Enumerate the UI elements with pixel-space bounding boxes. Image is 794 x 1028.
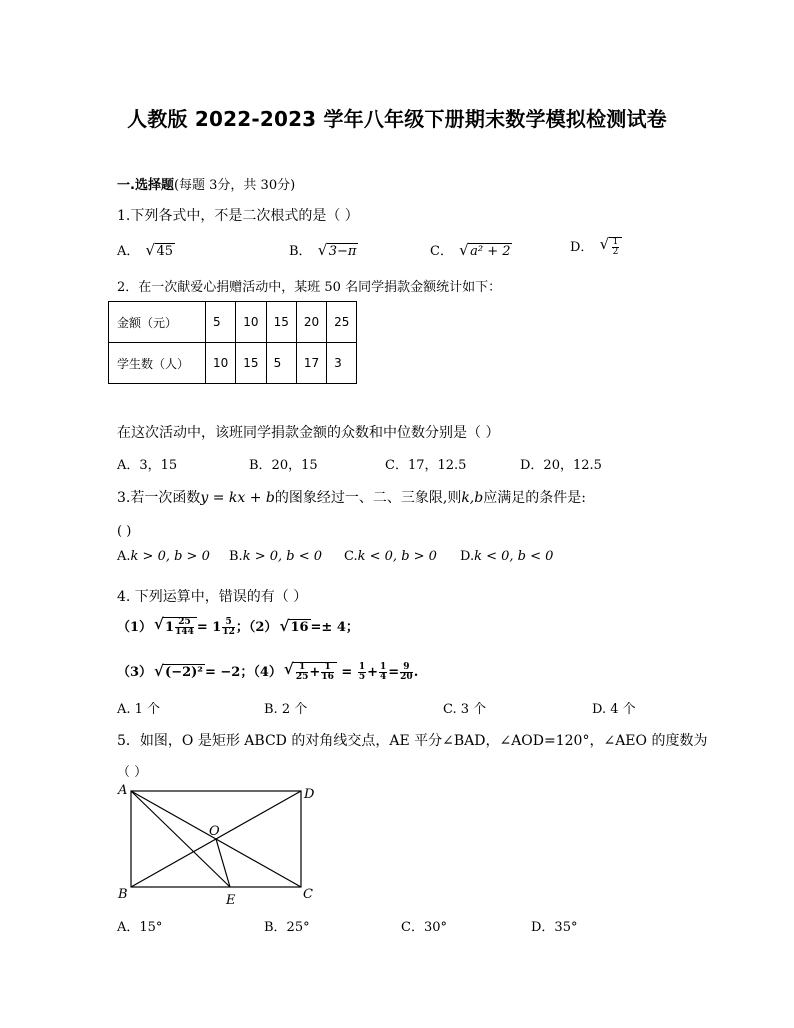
item-rhs: = 1 (196, 620, 222, 635)
table-cell: 5 (206, 302, 236, 343)
page-title: 人教版 2022-2023 学年八年级下册期末数学模拟检测试卷 (127, 107, 667, 131)
q3-vars: k,b (461, 490, 484, 506)
item-label: （1） (117, 620, 153, 635)
section-heading (117, 174, 295, 193)
item-rhs: =± 4； (310, 620, 359, 635)
radicand: 3−π (328, 244, 357, 259)
option-letter: D． (570, 240, 594, 255)
table-cell: 25 (327, 302, 357, 343)
label-a: A (118, 783, 128, 798)
q5-option-b: B．25° (264, 920, 310, 935)
table-cell: 10 (236, 302, 266, 343)
q2-option-b: B．20，15 (249, 458, 318, 473)
q3-option-a (117, 549, 210, 564)
table-row (109, 302, 357, 343)
table-cell: 15 (236, 343, 266, 384)
section-note: (每题 3分，共 30分) (173, 178, 296, 193)
q3-stem-c: 应满足的条件是: (483, 490, 586, 506)
frac-den: 2 (612, 247, 619, 257)
q4-option-a: A. 1 个 (117, 702, 161, 717)
donation-table (108, 301, 357, 384)
q3-option-d (460, 549, 553, 564)
label-e: E (226, 893, 236, 908)
option-condition: k < 0, b > 0 (357, 549, 437, 564)
item-label: （4） (253, 665, 282, 680)
row-header: 学生数（人） (109, 343, 206, 384)
section-title: 一.选择题 (117, 178, 174, 193)
q1-option-d: D． √ $\frac{1}{2}$ (570, 236, 622, 257)
q4-stem: 4. 下列运算中，错误的有（ ） (117, 589, 308, 605)
item-label: （3） (117, 665, 153, 680)
table-cell: 20 (296, 302, 326, 343)
q3-stem-a: 3.若一次函数 (117, 490, 201, 506)
q4-line2: （3） √ (−2)² = −2；（4） √ $\frac{1}{25}$ + $\frac{1}{16}$ = $\frac{1}{5}$ + $\frac{1}{4}$ = $\frac{9}{20}$ . (117, 660, 419, 682)
table-cell: 17 (296, 343, 326, 384)
item-expr: (−2)² (165, 665, 203, 680)
rectangle-figure (110, 780, 330, 910)
q5-option-d: D．35° (531, 920, 578, 935)
frac-num: 1 (612, 237, 619, 247)
q2-stem: 2．在一次献爱心捐赠活动中，某班 50 名同学捐款金额统计如下： (117, 280, 502, 295)
item-expr: 16 (290, 620, 309, 635)
table-cell: 10 (206, 343, 236, 384)
q1-option-b: B． √ 3−π (289, 241, 357, 259)
option-condition: k > 0, b > 0 (130, 549, 210, 564)
q4-option-d: D. 4 个 (592, 702, 636, 717)
q3-paren: ( ) (117, 524, 132, 539)
option-letter: B． (289, 244, 312, 259)
option-letter: C． (430, 244, 453, 259)
option-letter: B. (229, 549, 243, 564)
option-letter: C. (344, 549, 358, 564)
q3-option-c (344, 549, 437, 564)
q4-option-b: B. 2 个 (264, 702, 308, 717)
option-condition: k > 0, b < 0 (242, 549, 323, 564)
row-header: 金额（元） (109, 302, 206, 343)
q5-stem: 5．如图，O 是矩形 ABCD 的对角线交点，AE 平分∠BAD，∠AOD=120°，∠AEO 的度数为 (117, 733, 708, 749)
q3-formula: y = kx + b (200, 490, 275, 506)
label-b: B (118, 887, 128, 902)
q3-stem-b: 的图象经过一、二、三象限,则 (274, 490, 462, 506)
table-cell: 3 (327, 343, 357, 384)
table-row (109, 343, 357, 384)
label-c: C (303, 887, 313, 902)
q5-paren: （ ） (117, 765, 148, 780)
q5-option-a: A．15° (117, 920, 163, 935)
q4-option-c: C. 3 个 (443, 702, 487, 717)
option-letter: D. (460, 549, 475, 564)
q5-option-c: C．30° (401, 920, 447, 935)
q1-option-a: A． √ 45 (117, 241, 174, 259)
radicand: 45 (156, 244, 174, 259)
q2-option-d: D．20，12.5 (520, 458, 602, 473)
item-label: ；（2） (235, 620, 278, 635)
q3-stem (117, 487, 586, 507)
q4-line1: （1） √ 1 $\frac{25}{144}$ = 1 $\frac{5}{12}$ ；（2） √ 16 =± 4； (117, 615, 359, 637)
q1-stem: 1.下列各式中，不是二次根式的是（ ） (117, 208, 359, 224)
option-letter: A． (117, 244, 140, 259)
q2-option-a: A．3，15 (117, 458, 178, 473)
label-o: O (209, 824, 220, 839)
table-cell: 5 (266, 343, 296, 384)
q3-option-b (229, 549, 322, 564)
option-letter: A. (117, 549, 131, 564)
option-condition: k < 0, b < 0 (474, 549, 554, 564)
q2-question: 在这次活动中，该班同学捐款金额的众数和中位数分别是（ ） (117, 425, 500, 441)
table-cell: 15 (266, 302, 296, 343)
q2-option-c: C．17，12.5 (385, 458, 467, 473)
q1-option-c: C． √ a² + 2 (430, 241, 511, 259)
radicand: a² + 2 (470, 244, 511, 259)
item-end: . (413, 665, 419, 680)
item-rhs: = −2； (204, 665, 254, 680)
label-d: D (304, 787, 315, 802)
